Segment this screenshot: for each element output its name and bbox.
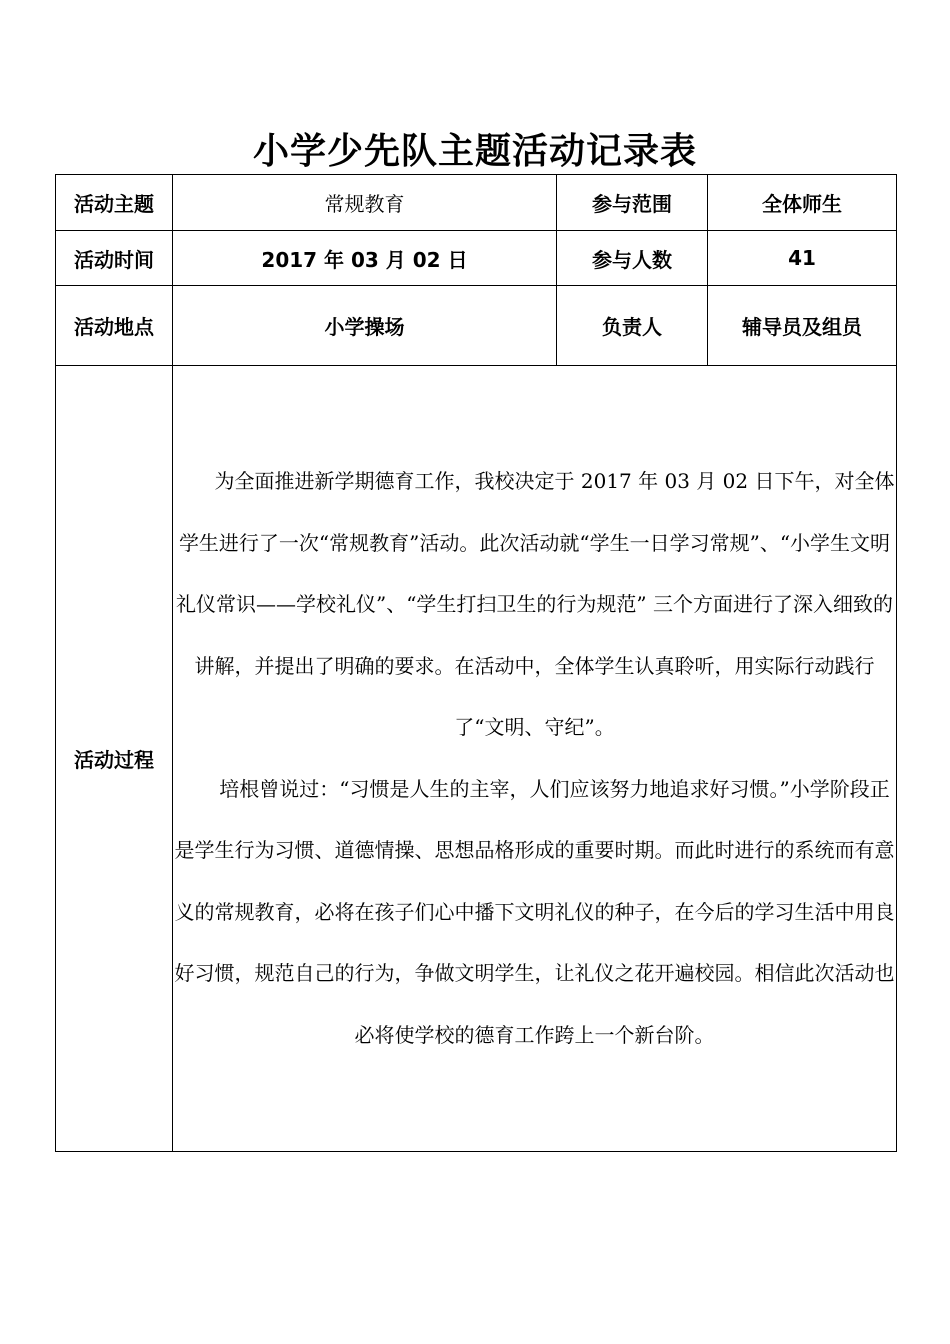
process-paragraph-1: 为全面推进新学期德育工作，我校决定于 2017 年 03 月 02 日下午，对全体学生进行了一次“常规教育”活动。此次活动就“学生一日学习常规”、“小学生文明礼仪常识——学校礼仪”、“学生打扫卫生的行为规范” 三个方面进行了深入细致的讲解，并提出了明确的要求。在活动中，全体学生认真聆听，用实际行动践行了“文明、守纪”。: [175, 469, 895, 739]
leader-value: 辅导员及组员: [708, 286, 897, 366]
count-label: 参与人数: [557, 231, 708, 286]
table-row: [56, 175, 897, 231]
count-value: 41: [708, 231, 897, 286]
process-content: [173, 366, 897, 1152]
table-row: [56, 231, 897, 286]
activity-record-table: [55, 174, 897, 1152]
page-title: 小学少先队主题活动记录表: [252, 131, 697, 172]
scope-label: 参与范围: [557, 175, 708, 231]
time-value: 2017 年 03 月 02 日: [173, 231, 557, 286]
theme-label: 活动主题: [56, 175, 173, 231]
table-row: [56, 286, 897, 366]
table-row: [56, 366, 897, 1152]
leader-label: 负责人: [557, 286, 708, 366]
time-label: 活动时间: [56, 231, 173, 286]
theme-value: 常规教育: [173, 175, 557, 231]
scope-value: 全体师生: [708, 175, 897, 231]
place-value: 小学操场: [173, 286, 557, 366]
place-label: 活动地点: [56, 286, 173, 366]
process-label: 活动过程: [56, 366, 173, 1152]
process-paragraph-2: 培根曾说过：“习惯是人生的主宰，人们应该努力地追求好习惯。”小学阶段正是学生行为习惯、道德情操、思想品格形成的重要时期。而此时进行的系统而有意义的常规教育，必将在孩子们心中播下文明礼仪的种子，在今后的学习生活中用良好习惯，规范自己的行为，争做文明学生，让礼仪之花开遍校园。相信此次活动也必将使学校的德育工作跨上一个新台阶。: [174, 776, 895, 1047]
